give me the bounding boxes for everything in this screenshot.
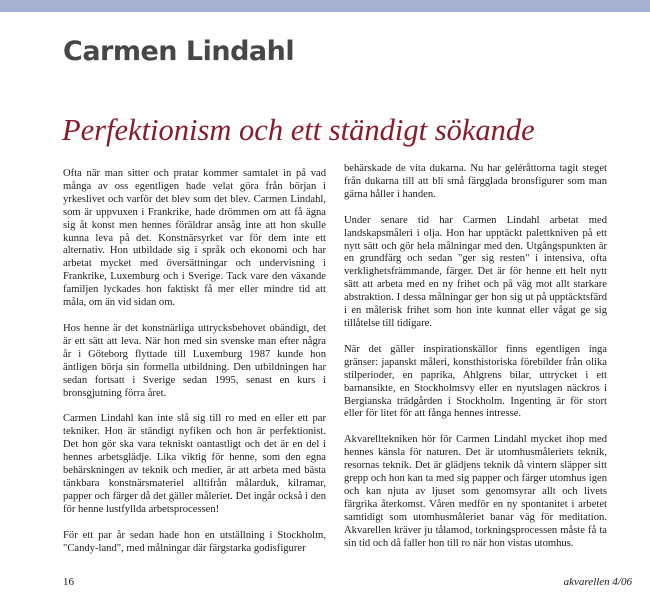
paragraph: behärskade de vita dukarna. Nu har geléråttorna tagit steget från dukarna till att bli små färgglada bronsfigurer som man gärna håller i handen.	[344, 163, 607, 200]
magazine-issue: akvarellen 4/06	[563, 576, 632, 588]
paragraph: Hos henne är det konstnärliga uttrycksbehovet obändigt, det är ett sätt att leva. När hon med sin svenske man efter några år i Göteborg flyttade till Luxemburg 1987 kunde hon äntligen börja sin formella utbildning. Den utbildningen har sedan fortsatt i Sverige sedan 1995, senast en kurs i bronsgjutning förra året.	[63, 322, 326, 399]
paragraph: När det gäller inspirationskällor finns egentligen inga gränser: japanskt måleri, konsthistoriska förebilder från olika stilperioder, en paprika, Ahlgrens bilar, uttrycket i ett barnansikte, en Stockholmsvy eller en nyutslagen näckros i Bergianska trädgården i Stockholm. Ingenting är för stort eller för litet för att fånga hennes intresse.	[344, 343, 607, 420]
author-heading: Carmen Lindahl	[63, 36, 295, 67]
right-text-column	[344, 163, 607, 550]
paragraph: Under senare tid har Carmen Lindahl arbetat med landskapsmåleri i olja. Hon har upptäckt palettkniven på ett nytt sätt och gör hela målningar med den. Utgångspunkten är en grundfärg och sedan "ger sig resten" i intensiva, ofta verklighetsfrämmande, färger. Det är för henne ett helt nytt sätt att arbeta med en ny frihet och på väg mot allt starkare abstraktion. I dessa målningar ger hon sig ut på upptäcktsfärd i en målerisk frihet som hon inte kunnat eller vågat ge sig tillåtelse till tidigare.	[344, 214, 607, 329]
page-number: 16	[63, 576, 74, 588]
article-title: Perfektionism och ett ständigt sökande	[62, 113, 535, 147]
left-text-column	[63, 168, 326, 555]
paragraph: Ofta när man sitter och pratar kommer samtalet in på vad många av oss egentligen hade velat göra från början i yrkeslivet och varför det blev som det blev. Carmen Lindahl, som är uppvuxen i Frankrike, hade drömmen om att få ägna sig åt konst men hennes föräldrar ansåg inte att hon skulle kunna leva på det. Konstnärsyrket var för dem inte ett alternativ. Hon utbildade sig i språk och ekonomi och har arbetat mycket med översättningar och undervisning i Frankrike, Luxemburg och i Sverige. Tack vare den växande familjen lyckades hon faktiskt få mer eller mindre tid att måla, om än vid sidan om.	[63, 168, 326, 309]
paragraph: För ett par år sedan hade hon en utställning i Stockholm, "Candy-land", med målningar där färgstarka godisfigurer	[63, 529, 326, 554]
paragraph: Carmen Lindahl kan inte slå sig till ro med en eller ett par tekniker. Hon är ständigt nyfiken och hon är perfektionist. Det hon gör ska vara tekniskt oantastligt och det är en del i hennes arbetsglädje. Lika viktig för henne, som den egna behärskningen av teknik och medier, är att arbeta med bästa tänkbara konstnärsmateriel alltifrån målarduk, kilramar, papper och färger då det gäller måleriet. Det ingår också i den för henne lustfyllda arbetsprocessen!	[63, 413, 326, 515]
paragraph: Akvarelltekniken hör för Carmen Lindahl mycket ihop med hennes känsla för naturen. Det är utomhusmåleriets teknik, resornas teknik. Det är glädjens teknik då vintern släpper sitt grepp och hon kan ta med sig papper och färger utomhus igen och kan njuta av ljuset som genomsyrar allt och livets färgrika återkomst. Våren medför en ny spontanitet i arbetet samtidigt som utomhusmåleriet banar väg för meditation. Akvarellen kräver ju tålamod, torkningsprocessen måste få ta sin tid och då faller hon till ro när hon vistas utomhus.	[344, 434, 607, 549]
top-accent-bar	[0, 0, 650, 12]
